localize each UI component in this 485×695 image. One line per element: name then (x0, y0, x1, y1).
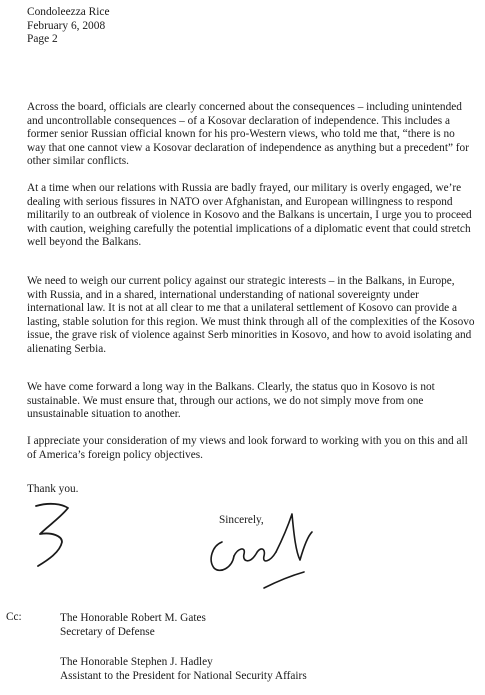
closing-salutation: Sincerely, (219, 514, 264, 526)
paragraph-text: Across the board, officials are clearly concerned about the consequences – including unintended and uncontrollable consequences – of a Kosovar declaration of independence. This includes a former senior Russian official known for his pro-Western views, who told me that, “there is no way that one cannot view a Kosovar declaration of independence as anything but a precedent” for other similar conflicts. (27, 101, 469, 168)
paragraph-text: We need to weigh our current policy against our strategic interests – in the Balkans, in Europe, with Russia, and in a shared, international understanding of national sovereignty under international law. It is not at all clear to me that a unilateral settlement of Kosovo can provide a lasting, stable solution for this region. We must think through all of the complexities of the Kosovo issue, the grave risk of violence against Serb minorities in Kosovo, and how to avoid isolating and alienating Serbia. (27, 275, 475, 355)
header-date: February 6, 2008 (27, 19, 106, 32)
paragraph-3 (27, 275, 475, 357)
handwritten-signature-right (200, 506, 320, 596)
letter-header (27, 6, 110, 47)
cc-recipient-title: Assistant to the President for National Security Affairs (60, 670, 307, 682)
paragraph-text: I appreciate your consideration of my views and look forward to working with you on this and all of America’s foreign policy objectives. (27, 435, 468, 461)
cc-recipient-title: Secretary of Defense (60, 626, 155, 638)
cc-recipient-2 (60, 655, 307, 683)
paragraph-5 (27, 435, 475, 462)
cc-label: Cc: (6, 611, 22, 623)
thank-you-line: Thank you. (27, 483, 79, 495)
cc-recipient-name: The Honorable Stephen J. Hadley (60, 656, 213, 668)
paragraph-1 (27, 101, 475, 169)
header-page-number: Page 2 (27, 33, 58, 45)
cc-recipient-name: The Honorable Robert M. Gates (60, 612, 206, 624)
handwritten-signature-left (22, 496, 82, 576)
paragraph-4 (27, 381, 475, 422)
paragraph-text: At a time when our relations with Russia are badly frayed, our military is overly engaged, we’re dealing with serious fissures in NATO over Afghanistan, and European willingness to respond militarily to an outbreak of violence in Kosovo and the Balkans is uncertain, I urge you to proceed with caution, weighing carefully the potential implications of a diplomatic event that could stretch well beyond the Balkans. (27, 182, 472, 249)
header-recipient: Condoleezza Rice (27, 6, 110, 18)
paragraph-2 (27, 182, 475, 250)
paragraph-text: We have come forward a long way in the Balkans. Clearly, the status quo in Kosovo is not sustainable. We must ensure that, through our actions, we do not simply move from one unsustainable situation to another. (27, 381, 435, 421)
cc-recipient-1 (60, 611, 206, 639)
